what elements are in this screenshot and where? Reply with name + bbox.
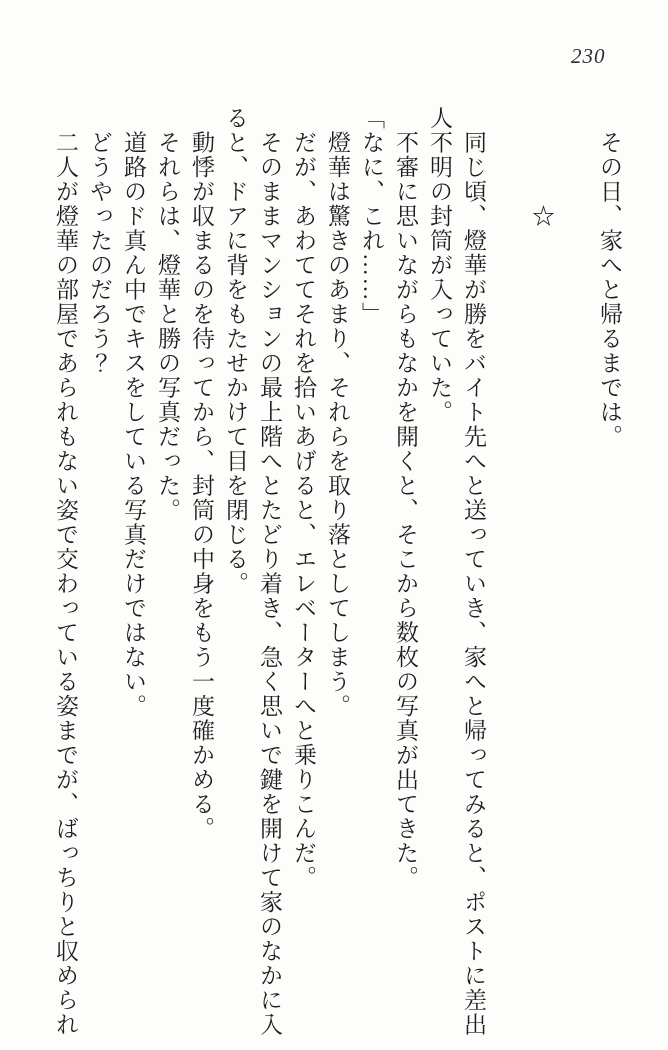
text-line: 二人が燈華の部屋であられもない姿で交わっている姿までが、ばっちりと収められ <box>53 106 78 1037</box>
text-line: どうやったのだろう？ <box>87 106 112 376</box>
text-line: そのままマンションの最上階へとたどり着き、急く思いで鍵を開けて家のなかに入 <box>257 106 282 1037</box>
text-line: 人不明の封筒が入っていた。 <box>427 106 452 425</box>
page-number: 230 <box>571 44 606 68</box>
text-line: 不審に思いながらもなかを開くと、そこから数枚の写真が出てきた。 <box>393 106 418 890</box>
section-divider-line: ☆ <box>529 106 554 229</box>
vertical-text-block <box>48 106 626 1050</box>
text-line: 道路のド真ん中でキスをしている写真だけではない。 <box>121 106 146 719</box>
text-line <box>558 106 592 1050</box>
text-line: 「なに、これ……」 <box>359 106 384 327</box>
text-line: だが、あわててそれを拾いあげると、エレベーターへと乗りこんだ。 <box>291 106 316 890</box>
text-line <box>490 106 524 1050</box>
text-line: 燈華は驚きのあまり、それらを取り落としてしまう。 <box>325 106 350 719</box>
text-line: その日、家へと帰るまでは。 <box>597 106 622 449</box>
text-line: それらは、燈華と勝の写真だった。 <box>155 106 180 523</box>
text-line: 動悸が収まるのを待ってから、封筒の中身をもう一度確かめる。 <box>189 106 214 841</box>
text-line: 同じ頃、燈華が勝をバイト先へと送っていき、家へと帰ってみると、ポストに差出 <box>461 106 486 1037</box>
text-line: ると、ドアに背をもたせかけて目を閉じる。 <box>223 106 248 596</box>
